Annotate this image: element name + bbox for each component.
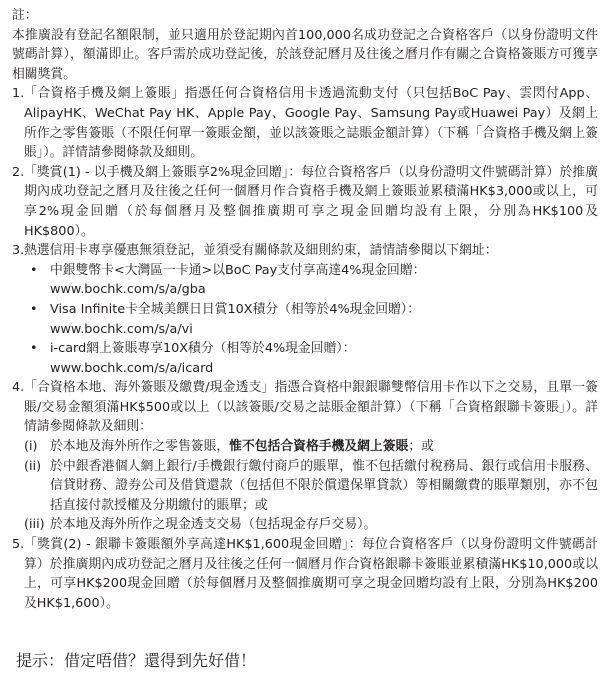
offer-item: [24, 261, 598, 300]
offer-list: [24, 261, 598, 379]
offer-link[interactable]: www.bochk.com/s/a/icard: [50, 360, 214, 376]
sub-item-text: ；或: [408, 439, 434, 455]
list-item-3: [12, 241, 598, 378]
sub-item-emphasis: 惟不包括合資格手機及網上簽賬: [229, 439, 409, 455]
item-text: 「獎賞(1) - 以手機及網上簽賬享2%現金回贈」：每位合資格客戶（以身份證明文件號碼計算）於推廣期內成功登記之曆月及往後之任何一個曆月作合資格手機及網上簽賬並累積滿HK$3,000或以上，可享2%現金回贈（於每個曆月及整個推廣期可享之現金回贈均設有上限，分別為HK$100及HK$800）。: [24, 164, 598, 239]
list-item-4: [12, 378, 598, 535]
item-number: 1.: [12, 86, 25, 102]
offer-text: 中銀雙幣卡<大灣區一卡通>以BoC Pay支付享高達4%現金回贈：: [50, 262, 426, 278]
sub-item-text: 於本地及海外所作之零售簽賬，: [50, 439, 230, 455]
sub-item-number: (ii): [24, 458, 42, 474]
sub-item-text: 於中銀香港個人網上銀行/手機銀行繳付商戶的賬單，惟不包括繳付稅務局、銀行或信用卡服務、信貸財務、證券公司及借貸還款（包括但不限於償還保單貸款）等相關繳費的賬單類別，亦不包括直接付款授權及分期繳付的賬單；或: [50, 458, 598, 513]
offer-link[interactable]: www.bochk.com/s/a/vi: [50, 321, 193, 337]
sub-item-iii: [24, 515, 598, 535]
offer-link[interactable]: www.bochk.com/s/a/gba: [50, 282, 206, 298]
sub-item-number: (iii): [24, 517, 45, 533]
list-item-2: [12, 163, 598, 241]
bullet-icon: •: [30, 301, 38, 317]
bullet-icon: •: [30, 341, 38, 357]
terms-notes: [12, 6, 598, 613]
offer-item: [24, 300, 598, 339]
sub-item-ii: [24, 457, 598, 516]
notes-list: [12, 84, 598, 613]
item-number: 2.: [12, 164, 25, 180]
item-text: 「獎賞(2) - 銀聯卡簽賬額外享高達HK$1,600現金回贈」：每位合資格客戶（以身份證明文件號碼計算）於推廣期內成功登記之曆月及往後之任何一個曆月作合資格銀聯卡簽賬並累積滿HK$10,000或以上，可享HK$200現金回贈（於每個曆月及整個推廣期可享之現金回贈均設有上限，分別為HK$200及HK$1,600）。: [24, 537, 598, 611]
item-text: 熱選信用卡專享優惠無須登記，並須受有關條款及細則約束，請情請參閱以下網址：: [24, 243, 498, 259]
item-text: 「合資格手機及網上簽賬」指憑任何合資格信用卡透過流動支付（只包括BoC Pay、雲閃付App、AlipayHK、WeChat Pay HK、Apple Pay、Google Pay、Samsung Pay或Huawei Pay）及網上所作之零售簽賬（不限任何單一簽賬金額，並以該簽賬之誌賬金額計算）（下稱「合資格手機及網上簽賬」）。詳情請參閱條款及細則。: [24, 86, 598, 161]
sub-item-i: [24, 437, 598, 457]
item-number: 3.: [12, 243, 25, 259]
intro-paragraph: 本推廣設有登記名額限制，並只適用於登記期內首100,000名成功登記之合資格客戶（以身份證明文件號碼計算），額滿即止。客戶需於成功登記後，於該登記曆月及往後之曆月作有關之合資格簽賬方可獲享相關獎賞。: [12, 27, 598, 82]
offer-text: Visa Infinite卡全城美饌日日賞10X積分（相等於4%現金回贈）：: [50, 301, 420, 317]
offer-text: i-card網上簽賬專享10X積分（相等於4%現金回贈）：: [50, 341, 356, 357]
item-text: 「合資格本地、海外簽賬及繳費/現金透支」指憑合資格中銀銀聯雙幣信用卡作以下之交易，且單一簽賬/交易金額須滿HK$500或以上（以該簽賬/交易之誌賬金額計算）（下稱「合資格銀聯卡簽賬」）。詳情請參閱條款及細則：: [24, 380, 598, 435]
sub-item-number: (i): [24, 439, 38, 455]
list-item-1: [12, 84, 598, 162]
bullet-icon: •: [30, 262, 38, 278]
offer-item: [24, 339, 598, 378]
list-item-5: [12, 535, 598, 613]
lending-reminder: 提示：借定唔借？還得到先好借！: [16, 651, 257, 670]
item-number: 4.: [12, 380, 25, 396]
notes-heading: 註：: [12, 8, 38, 23]
item-number: 5.: [12, 537, 25, 553]
sub-item-text: 於本地及海外所作之現金透支交易（包括現金存戶交易）。: [50, 517, 377, 533]
